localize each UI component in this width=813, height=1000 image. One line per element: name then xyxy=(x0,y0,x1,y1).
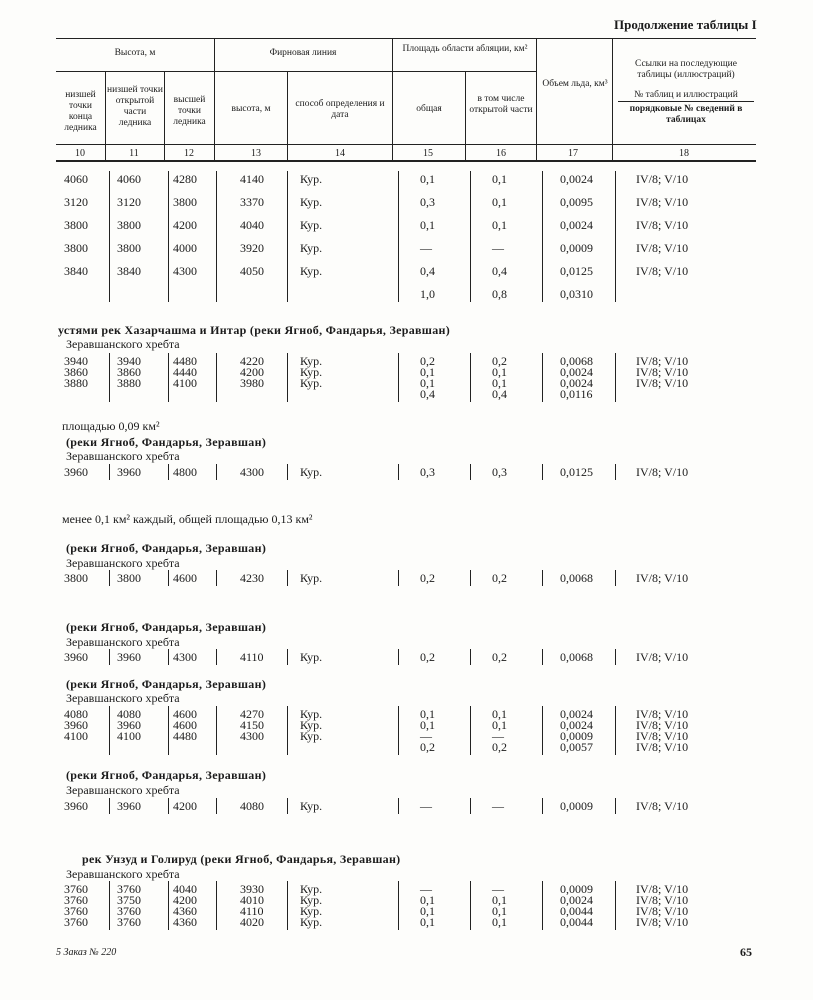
table-cell: 4080 xyxy=(117,707,141,721)
table-cell: IV/8; V/10 xyxy=(636,729,689,743)
column-separator xyxy=(542,798,543,814)
table-cell: 4600 xyxy=(173,707,197,721)
column-separator xyxy=(470,464,471,480)
table-cell: 0,1 xyxy=(492,915,507,929)
table-cell: 3760 xyxy=(117,915,141,929)
table-cell: IV/8; V/10 xyxy=(636,264,689,278)
column-separator xyxy=(287,353,288,402)
column-separator xyxy=(542,353,543,402)
block-note: площадью 0,09 км² xyxy=(62,419,160,433)
column-separator xyxy=(216,649,217,665)
table-cell: 0,0024 xyxy=(560,718,593,732)
table-cell: 4300 xyxy=(173,264,197,278)
column-separator xyxy=(615,798,616,814)
table-cell: 0,1 xyxy=(492,195,507,209)
table-cell: 4300 xyxy=(173,650,197,664)
column-separator xyxy=(216,570,217,586)
table-cell: 0,3 xyxy=(420,195,435,209)
block-title: (реки Ягноб, Фандарья, Зеравшан) xyxy=(66,435,267,449)
table-cell: IV/8; V/10 xyxy=(636,882,689,896)
table-cell: 3840 xyxy=(117,264,141,278)
table-cell: 4100 xyxy=(117,729,141,743)
table-cell: 4300 xyxy=(240,729,264,743)
table-cell: 4800 xyxy=(173,465,197,479)
table-cell: 3880 xyxy=(117,376,141,390)
table-cell: 0,3 xyxy=(420,465,435,479)
table-cell: 0,1 xyxy=(492,172,507,186)
table-cell: 0,1 xyxy=(420,718,435,732)
table-cell: 3960 xyxy=(64,650,88,664)
column-separator xyxy=(542,706,543,755)
block-subtitle: Зеравшанского хребта xyxy=(66,635,180,649)
table-cell: 0,2 xyxy=(492,571,507,585)
column-separator xyxy=(168,353,169,402)
table-cell: Кур. xyxy=(300,354,323,368)
column-separator xyxy=(287,570,288,586)
table-cell: 0,1 xyxy=(420,365,435,379)
table-cell: — xyxy=(420,729,432,743)
table-cell: 4200 xyxy=(173,799,197,813)
table-cell: Кур. xyxy=(300,729,323,743)
table-cell: 3860 xyxy=(117,365,141,379)
column-separator xyxy=(398,798,399,814)
table-cell: IV/8; V/10 xyxy=(636,740,689,754)
table-cell: 4140 xyxy=(240,172,264,186)
column-separator xyxy=(216,353,217,402)
table-cell: 0,0044 xyxy=(560,915,593,929)
table-cell: Кур. xyxy=(300,465,323,479)
table-cell: 0,0009 xyxy=(560,729,593,743)
column-separator xyxy=(615,570,616,586)
block-title: (реки Ягноб, Фандарья, Зеравшан) xyxy=(66,768,267,782)
column-separator xyxy=(615,649,616,665)
table-cell: 4110 xyxy=(240,650,264,664)
table-cell: 0,1 xyxy=(492,365,507,379)
column-separator xyxy=(109,464,110,480)
column-separator xyxy=(109,706,110,755)
table-cell: 3760 xyxy=(117,882,141,896)
column-separator xyxy=(542,570,543,586)
table-cell: 3760 xyxy=(64,882,88,896)
table-cell: 4480 xyxy=(173,354,197,368)
table-cell: IV/8; V/10 xyxy=(636,571,689,585)
column-separator xyxy=(109,649,110,665)
column-number: 14 xyxy=(335,148,345,159)
column-separator xyxy=(109,570,110,586)
table-cell: — xyxy=(492,241,504,255)
column-separator xyxy=(470,353,471,402)
column-separator xyxy=(470,706,471,755)
column-separator xyxy=(287,798,288,814)
column-separator xyxy=(216,798,217,814)
table-cell: 3750 xyxy=(117,893,141,907)
table-cell: 0,0024 xyxy=(560,365,593,379)
column-number: 10 xyxy=(75,148,85,159)
column-separator xyxy=(398,570,399,586)
table-cell: 0,1 xyxy=(420,904,435,918)
block-title: устями рек Хазарчашма и Интар (реки Ягноб, Фандарья, Зеравшан) xyxy=(58,323,451,337)
table-cell: 3930 xyxy=(240,882,264,896)
table-cell: 0,2 xyxy=(492,650,507,664)
column-separator xyxy=(542,649,543,665)
table-cell: 0,0024 xyxy=(560,893,593,907)
table-cell: 4440 xyxy=(173,365,197,379)
table-cell: Кур. xyxy=(300,650,323,664)
block-subtitle: Зеравшанского хребта xyxy=(66,556,180,570)
column-separator xyxy=(470,171,471,302)
table-cell: IV/8; V/10 xyxy=(636,241,689,255)
table-cell: 3960 xyxy=(64,799,88,813)
table-cell: 0,1 xyxy=(492,904,507,918)
table-cell: 4080 xyxy=(240,799,264,813)
col-firn-height-header: высота, м xyxy=(231,104,271,114)
column-number: 13 xyxy=(251,148,261,159)
table-cell: 3940 xyxy=(117,354,141,368)
block-title: (реки Ягноб, Фандарья, Зеравшан) xyxy=(66,620,267,634)
table-cell: 3840 xyxy=(64,264,88,278)
table-cell: 3760 xyxy=(64,904,88,918)
table-cell: 3800 xyxy=(173,195,197,209)
table-cell: IV/8; V/10 xyxy=(636,799,689,813)
table-cell: 4060 xyxy=(64,172,88,186)
header-top-rule xyxy=(56,38,756,39)
column-separator xyxy=(109,798,110,814)
table-cell: 3120 xyxy=(117,195,141,209)
column-separator xyxy=(470,570,471,586)
col-firn-method-header: способ определения и дата xyxy=(295,99,385,120)
table-cell: 4040 xyxy=(173,882,197,896)
header-mid-rule xyxy=(56,144,756,145)
column-separator xyxy=(542,464,543,480)
table-cell: 0,4 xyxy=(492,264,507,278)
table-cell: 0,0024 xyxy=(560,218,593,232)
table-cell: 0,2 xyxy=(420,740,435,754)
table-cell: 3800 xyxy=(117,218,141,232)
table-cell: IV/8; V/10 xyxy=(636,376,689,390)
block-title: (реки Ягноб, Фандарья, Зеравшан) xyxy=(66,541,267,555)
table-cell: 4200 xyxy=(240,365,264,379)
col-highest-header: высшей точки ледника xyxy=(173,95,206,127)
col-area-open-header: в том числе открытой части xyxy=(469,94,533,115)
page-number: 65 xyxy=(740,945,752,959)
column-separator xyxy=(470,881,471,930)
table-cell: 3800 xyxy=(64,241,88,255)
table-cell: 3920 xyxy=(240,241,264,255)
table-cell: 0,0009 xyxy=(560,882,593,896)
table-cell: 0,3 xyxy=(492,465,507,479)
table-cell: 4080 xyxy=(64,707,88,721)
table-cell: 3960 xyxy=(117,718,141,732)
table-cell: 0,0068 xyxy=(560,650,593,664)
table-cell: 0,4 xyxy=(492,387,507,401)
group-area-header: Площадь области абляции, км² xyxy=(402,44,528,54)
column-separator xyxy=(615,706,616,755)
table-cell: 1,0 xyxy=(420,287,435,301)
table-cell: 0,4 xyxy=(420,264,435,278)
block-title: (реки Ягноб, Фандарья, Зеравшан) xyxy=(66,677,267,691)
table-cell: 4110 xyxy=(240,904,264,918)
table-cell: 3880 xyxy=(64,376,88,390)
table-cell: 0,2 xyxy=(492,354,507,368)
column-separator xyxy=(470,798,471,814)
header-sep xyxy=(536,38,537,160)
table-cell: 0,0068 xyxy=(560,571,593,585)
table-cell: Кур. xyxy=(300,893,323,907)
table-cell: — xyxy=(492,882,504,896)
column-number: 15 xyxy=(423,148,433,159)
table-cell: 4150 xyxy=(240,718,264,732)
table-cell: IV/8; V/10 xyxy=(636,904,689,918)
column-separator xyxy=(287,649,288,665)
column-separator xyxy=(109,171,110,302)
table-cell: — xyxy=(492,799,504,813)
column-separator xyxy=(470,649,471,665)
column-separator xyxy=(398,649,399,665)
col-refs-title-header: Ссылки на последующие таблицы (иллюстраций) xyxy=(635,59,737,80)
table-cell: 4050 xyxy=(240,264,264,278)
table-cell: 0,0310 xyxy=(560,287,593,301)
table-cell: 0,0009 xyxy=(560,241,593,255)
table-cell: 0,2 xyxy=(420,354,435,368)
header-sep xyxy=(287,71,288,160)
table-cell: IV/8; V/10 xyxy=(636,707,689,721)
table-cell: 4220 xyxy=(240,354,264,368)
table-cell: Кур. xyxy=(300,915,323,929)
table-cell: 4010 xyxy=(240,893,264,907)
table-cell: 0,1 xyxy=(420,915,435,929)
table-cell: 3980 xyxy=(240,376,264,390)
column-separator xyxy=(398,171,399,302)
table-cell: Кур. xyxy=(300,172,323,186)
block-subtitle: Зеравшанского хребта xyxy=(66,691,180,705)
footer-order: 5 Заказ № 220 xyxy=(56,947,117,958)
block-note: менее 0,1 км² каждый, общей площадью 0,13 км² xyxy=(62,512,313,526)
table-cell: — xyxy=(420,882,432,896)
table-cell: 3860 xyxy=(64,365,88,379)
column-separator xyxy=(287,464,288,480)
col-lowest-end-header: низшей точки конца ледника xyxy=(64,90,97,133)
table-cell: IV/8; V/10 xyxy=(636,893,689,907)
table-cell: 4200 xyxy=(173,893,197,907)
table-cell: Кур. xyxy=(300,195,323,209)
table-cell: — xyxy=(420,241,432,255)
column-separator xyxy=(398,464,399,480)
table-cell: 3760 xyxy=(117,904,141,918)
table-cell: Кур. xyxy=(300,882,323,896)
table-cell: 0,2 xyxy=(420,571,435,585)
table-cell: 3800 xyxy=(64,571,88,585)
table-cell: 0,0009 xyxy=(560,799,593,813)
table-cell: 4230 xyxy=(240,571,264,585)
table-cell: 0,4 xyxy=(420,387,435,401)
column-separator xyxy=(216,706,217,755)
column-number: 18 xyxy=(679,148,689,159)
table-cell: 0,8 xyxy=(492,287,507,301)
column-separator xyxy=(542,881,543,930)
table-cell: IV/8; V/10 xyxy=(636,195,689,209)
table-cell: 4100 xyxy=(173,376,197,390)
column-separator xyxy=(216,464,217,480)
header-sep xyxy=(392,38,393,160)
table-cell: 3960 xyxy=(64,465,88,479)
table-cell: 3960 xyxy=(117,650,141,664)
column-separator xyxy=(398,706,399,755)
table-cell: 0,2 xyxy=(420,650,435,664)
column-separator xyxy=(109,881,110,930)
table-cell: 0,0125 xyxy=(560,465,593,479)
table-cell: Кур. xyxy=(300,904,323,918)
column-separator xyxy=(168,798,169,814)
column-separator xyxy=(109,353,110,402)
table-cell: 0,1 xyxy=(420,707,435,721)
block-subtitle: Зеравшанского хребта xyxy=(66,783,180,797)
block-subtitle: Зеравшанского хребта xyxy=(66,867,180,881)
table-cell: 3120 xyxy=(64,195,88,209)
table-cell: 0,1 xyxy=(492,707,507,721)
column-separator xyxy=(615,353,616,402)
table-cell: 0,0095 xyxy=(560,195,593,209)
table-cell: 0,1 xyxy=(420,172,435,186)
table-cell: IV/8; V/10 xyxy=(636,172,689,186)
table-cell: 4600 xyxy=(173,571,197,585)
column-separator xyxy=(615,171,616,302)
table-cell: 3760 xyxy=(64,893,88,907)
table-cell: 4600 xyxy=(173,718,197,732)
column-number: 11 xyxy=(129,148,139,159)
table-cell: 0,0068 xyxy=(560,354,593,368)
table-cell: 3800 xyxy=(117,571,141,585)
table-cell: 3960 xyxy=(117,799,141,813)
block-title: рек Унзуд и Голируд (реки Ягноб, Фандарья, Зеравшан) xyxy=(82,852,401,866)
column-separator xyxy=(216,171,217,302)
header-group-rule xyxy=(56,71,536,72)
table-cell: 0,0024 xyxy=(560,376,593,390)
header-sep xyxy=(465,71,466,160)
column-separator xyxy=(168,464,169,480)
table-cell: 3960 xyxy=(64,718,88,732)
table-cell: 4040 xyxy=(240,218,264,232)
table-cell: 4270 xyxy=(240,707,264,721)
column-separator xyxy=(168,881,169,930)
table-cell: Кур. xyxy=(300,376,323,390)
column-separator xyxy=(168,706,169,755)
group-firn-header: Фирновая линия xyxy=(269,48,337,58)
table-cell: 4100 xyxy=(64,729,88,743)
table-cell: Кур. xyxy=(300,218,323,232)
table-cell: IV/8; V/10 xyxy=(636,365,689,379)
table-cell: 3940 xyxy=(64,354,88,368)
table-cell: 0,1 xyxy=(492,893,507,907)
table-cell: 0,0044 xyxy=(560,904,593,918)
table-cell: 3370 xyxy=(240,195,264,209)
table-cell: Кур. xyxy=(300,707,323,721)
table-cell: 4360 xyxy=(173,904,197,918)
table-cell: 4000 xyxy=(173,241,197,255)
table-cell: Кур. xyxy=(300,365,323,379)
table-cell: IV/8; V/10 xyxy=(636,465,689,479)
col-refs-sub1-header: № таблиц и иллюстраций xyxy=(634,90,738,100)
table-cell: 4480 xyxy=(173,729,197,743)
table-cell: 0,1 xyxy=(492,376,507,390)
table-cell: 0,0024 xyxy=(560,172,593,186)
column-separator xyxy=(287,881,288,930)
table-cell: 0,1 xyxy=(420,893,435,907)
table-cell: Кур. xyxy=(300,571,323,585)
table-cell: 4300 xyxy=(240,465,264,479)
table-cell: IV/8; V/10 xyxy=(636,354,689,368)
refs-sub-rule xyxy=(618,101,754,102)
table-cell: Кур. xyxy=(300,718,323,732)
table-cell: IV/8; V/10 xyxy=(636,650,689,664)
table-cell: 4280 xyxy=(173,172,197,186)
block-subtitle: Зеравшанского хребта xyxy=(66,449,180,463)
col-lowest-open-header: низшей точки открытой части ледника xyxy=(107,85,163,128)
table-cell: — xyxy=(420,799,432,813)
table-cell: 3800 xyxy=(64,218,88,232)
table-cell: Кур. xyxy=(300,264,323,278)
table-cell: 0,2 xyxy=(492,740,507,754)
table-cell: 4060 xyxy=(117,172,141,186)
table-cell: 0,1 xyxy=(492,218,507,232)
table-cell: 0,0057 xyxy=(560,740,593,754)
header-bottom-rule xyxy=(56,160,756,162)
table-cell: IV/8; V/10 xyxy=(636,718,689,732)
block-subtitle: Зеравшанского хребта xyxy=(66,337,180,351)
header-sep xyxy=(105,71,106,160)
column-number: 16 xyxy=(496,148,506,159)
column-separator xyxy=(398,353,399,402)
column-number: 12 xyxy=(184,148,194,159)
column-separator xyxy=(398,881,399,930)
column-separator xyxy=(168,649,169,665)
column-separator xyxy=(168,570,169,586)
header-sep xyxy=(164,71,165,160)
table-cell: 0,1 xyxy=(492,718,507,732)
table-cell: 3760 xyxy=(64,915,88,929)
table-cell: 0,0024 xyxy=(560,707,593,721)
table-cell: 4360 xyxy=(173,915,197,929)
table-cell: IV/8; V/10 xyxy=(636,915,689,929)
table-cell: Кур. xyxy=(300,799,323,813)
table-cell: 3960 xyxy=(117,465,141,479)
column-separator xyxy=(287,706,288,755)
table-cell: 0,1 xyxy=(420,218,435,232)
table-cell: 0,0125 xyxy=(560,264,593,278)
column-separator xyxy=(615,881,616,930)
table-cell: — xyxy=(492,729,504,743)
group-height-header: Высота, м xyxy=(114,48,156,58)
column-separator xyxy=(542,171,543,302)
table-cell: 0,0116 xyxy=(560,387,593,401)
table-cell: 4200 xyxy=(173,218,197,232)
table-cell: Кур. xyxy=(300,241,323,255)
col-refs-sub2-header: порядковые № сведений в таблицах xyxy=(629,104,743,125)
column-separator xyxy=(615,464,616,480)
table-cell: IV/8; V/10 xyxy=(636,218,689,232)
column-separator xyxy=(168,171,169,302)
column-number: 17 xyxy=(568,148,578,159)
table-cell: 4020 xyxy=(240,915,264,929)
table-cell: 0,1 xyxy=(420,376,435,390)
continuation-title: Продолжение таблицы I xyxy=(614,17,757,32)
col-area-total-header: общая xyxy=(416,104,442,114)
column-separator xyxy=(287,171,288,302)
header-sep xyxy=(612,38,613,160)
col-volume-header: Объем льда, км³ xyxy=(542,79,608,89)
column-separator xyxy=(216,881,217,930)
table-cell: 3800 xyxy=(117,241,141,255)
